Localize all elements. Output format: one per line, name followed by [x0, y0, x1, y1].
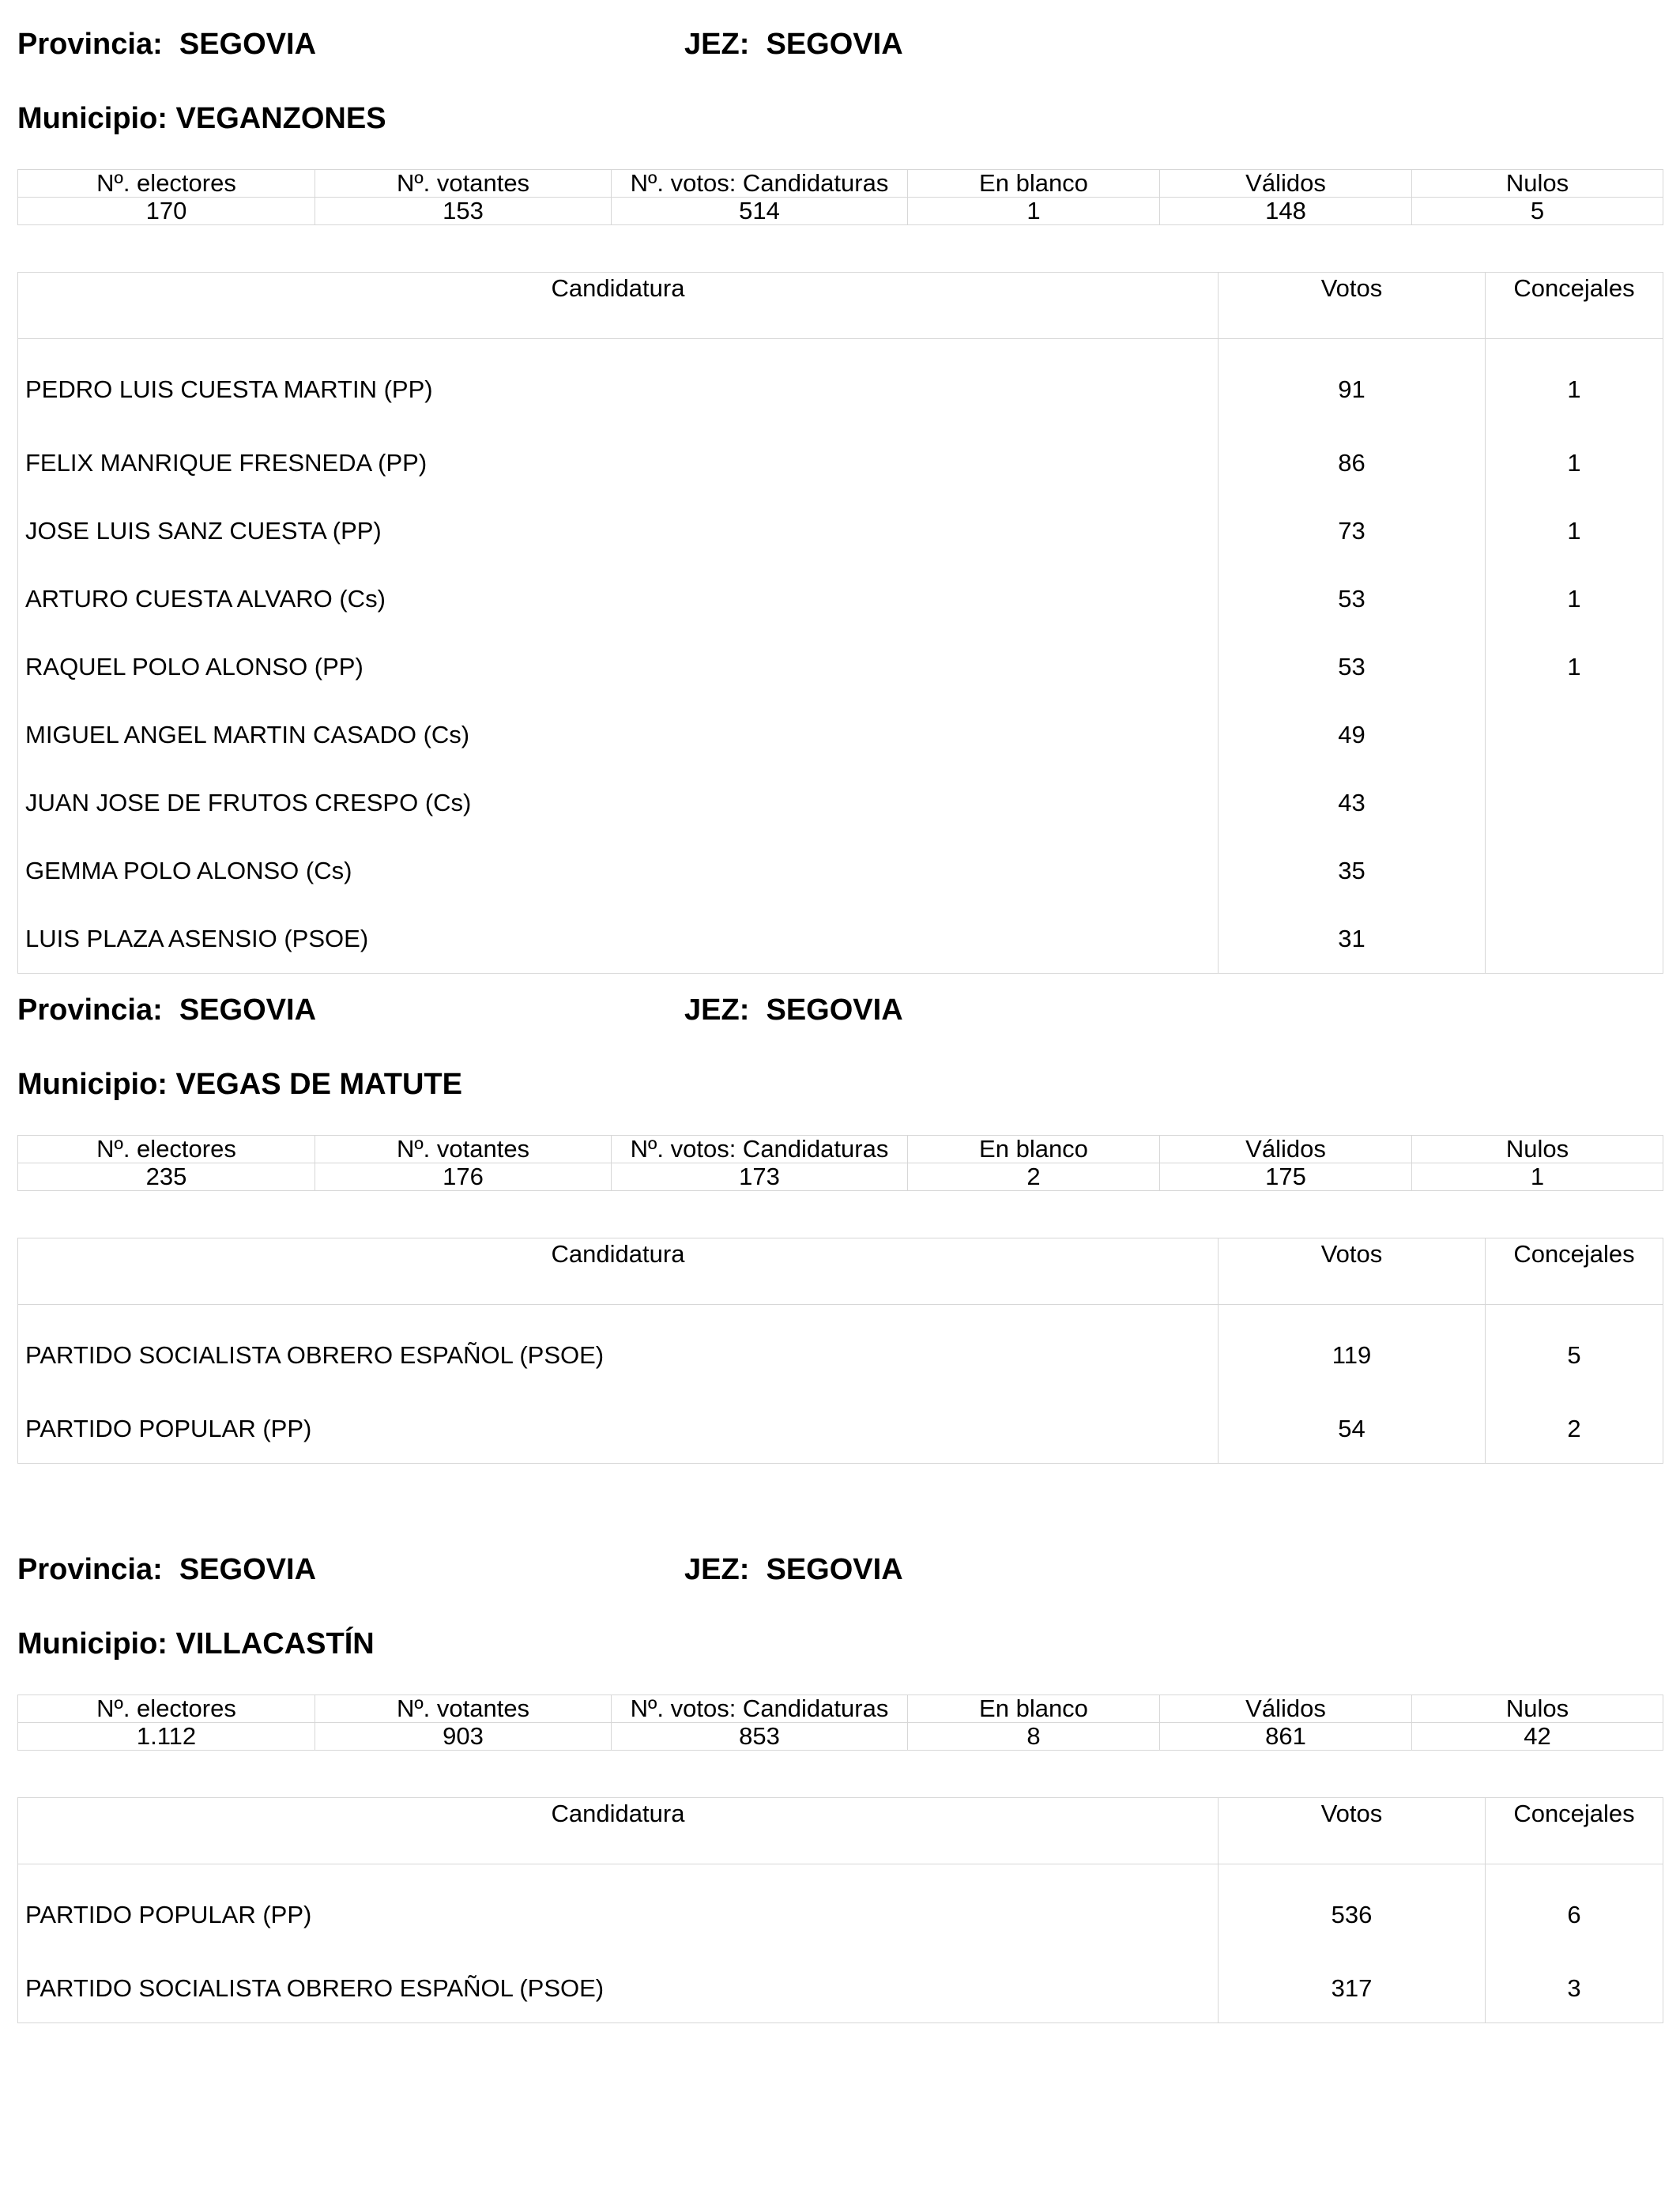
- header-nulos: Nulos: [1412, 170, 1663, 198]
- candidate-concejales: 5: [1486, 1305, 1663, 1396]
- value-votantes: 176: [315, 1163, 612, 1191]
- candidate-votos: 49: [1219, 701, 1486, 769]
- value-votos-candidaturas: 173: [612, 1163, 908, 1191]
- candidate-votos: 91: [1219, 339, 1486, 430]
- provincia-value: SEGOVIA: [179, 28, 317, 61]
- municipio-label: Municipio:: [17, 1627, 168, 1661]
- value-validos: 148: [1160, 198, 1412, 225]
- candidate-votos: 31: [1219, 905, 1486, 974]
- result-row: [18, 837, 1663, 905]
- candidate-votos: 35: [1219, 837, 1486, 905]
- summary-header-row: [18, 170, 1663, 198]
- summary-value-row: [18, 1723, 1663, 1751]
- candidate-name: JUAN JOSE DE FRUTOS CRESPO (Cs): [18, 769, 1219, 837]
- jez-label: JEZ:: [684, 993, 750, 1027]
- summary-value-row: [18, 1163, 1663, 1191]
- municipio-label: Municipio:: [17, 1068, 168, 1101]
- header-validos: Válidos: [1160, 1695, 1412, 1723]
- summary-value-row: [18, 198, 1663, 225]
- candidate-name: PARTIDO POPULAR (PP): [18, 1395, 1219, 1464]
- candidate-name: PARTIDO SOCIALISTA OBRERO ESPAÑOL (PSOE): [18, 1305, 1219, 1396]
- header-nulos: Nulos: [1412, 1695, 1663, 1723]
- value-electores: 170: [18, 198, 315, 225]
- candidate-concejales: 3: [1486, 1955, 1663, 2023]
- header-votos-candidaturas: Nº. votos: Candidaturas: [612, 170, 908, 198]
- header-candidatura: Candidatura: [18, 1798, 1219, 1864]
- summary-table: [17, 169, 1663, 225]
- candidate-name: JOSE LUIS SANZ CUESTA (PP): [18, 497, 1219, 565]
- municipio-heading: [17, 101, 386, 136]
- header-concejales: Concejales: [1486, 1798, 1663, 1864]
- result-row: [18, 565, 1663, 633]
- result-row: [18, 339, 1663, 430]
- header-candidatura: Candidatura: [18, 273, 1219, 339]
- header-concejales: Concejales: [1486, 273, 1663, 339]
- provincia-heading: [17, 1552, 316, 1587]
- candidate-votos: 536: [1219, 1864, 1486, 1955]
- results-header-row: [18, 1238, 1663, 1305]
- municipio-heading: [17, 1627, 375, 1661]
- result-row: [18, 633, 1663, 701]
- header-votos-candidaturas: Nº. votos: Candidaturas: [612, 1136, 908, 1163]
- provincia-value: SEGOVIA: [179, 993, 317, 1027]
- provincia-label: Provincia:: [17, 28, 163, 61]
- value-nulos: 42: [1412, 1723, 1663, 1751]
- candidate-votos: 43: [1219, 769, 1486, 837]
- municipio-value: VEGANZONES: [175, 102, 386, 135]
- candidate-votos: 86: [1219, 429, 1486, 497]
- header-electores: Nº. electores: [18, 1136, 315, 1163]
- candidate-votos: 53: [1219, 565, 1486, 633]
- candidate-concejales: 1: [1486, 633, 1663, 701]
- result-row: [18, 497, 1663, 565]
- value-validos: 861: [1160, 1723, 1412, 1751]
- provincia-label: Provincia:: [17, 993, 163, 1027]
- candidate-name: PARTIDO SOCIALISTA OBRERO ESPAÑOL (PSOE): [18, 1955, 1219, 2023]
- provincia-heading: [17, 27, 316, 62]
- candidate-votos: 317: [1219, 1955, 1486, 2023]
- candidate-concejales: 6: [1486, 1864, 1663, 1955]
- municipio-value: VEGAS DE MATUTE: [175, 1068, 462, 1101]
- results-header-row: [18, 273, 1663, 339]
- candidate-concejales: 2: [1486, 1395, 1663, 1464]
- summary-header-row: [18, 1136, 1663, 1163]
- result-row: [18, 1864, 1663, 1955]
- candidate-concejales: 1: [1486, 339, 1663, 430]
- provincia-heading: [17, 993, 316, 1027]
- header-nulos: Nulos: [1412, 1136, 1663, 1163]
- result-row: [18, 1305, 1663, 1396]
- municipio-label: Municipio:: [17, 102, 168, 135]
- summary-table: [17, 1695, 1663, 1751]
- candidate-concejales: 1: [1486, 565, 1663, 633]
- header-candidatura: Candidatura: [18, 1238, 1219, 1305]
- header-validos: Válidos: [1160, 170, 1412, 198]
- header-concejales: Concejales: [1486, 1238, 1663, 1305]
- provincia-label: Provincia:: [17, 1553, 163, 1586]
- header-votantes: Nº. votantes: [315, 170, 612, 198]
- candidate-name: FELIX MANRIQUE FRESNEDA (PP): [18, 429, 1219, 497]
- value-en-blanco: 1: [908, 198, 1160, 225]
- result-row: [18, 1395, 1663, 1464]
- candidate-votos: 53: [1219, 633, 1486, 701]
- candidate-votos: 54: [1219, 1395, 1486, 1464]
- municipio-value: VILLACASTÍN: [175, 1627, 375, 1661]
- header-votantes: Nº. votantes: [315, 1695, 612, 1723]
- header-en-blanco: En blanco: [908, 1136, 1160, 1163]
- results-table: [17, 1797, 1663, 2023]
- summary-table: [17, 1135, 1663, 1191]
- value-votantes: 903: [315, 1723, 612, 1751]
- value-nulos: 5: [1412, 198, 1663, 225]
- result-row: [18, 905, 1663, 974]
- candidate-concejales: 1: [1486, 497, 1663, 565]
- candidate-concejales: [1486, 701, 1663, 769]
- value-nulos: 1: [1412, 1163, 1663, 1191]
- candidate-name: MIGUEL ANGEL MARTIN CASADO (Cs): [18, 701, 1219, 769]
- header-electores: Nº. electores: [18, 170, 315, 198]
- candidate-votos: 119: [1219, 1305, 1486, 1396]
- jez-label: JEZ:: [684, 1553, 750, 1586]
- header-votos: Votos: [1219, 1798, 1486, 1864]
- header-votos: Votos: [1219, 1238, 1486, 1305]
- value-electores: 1.112: [18, 1723, 315, 1751]
- candidate-name: ARTURO CUESTA ALVARO (Cs): [18, 565, 1219, 633]
- candidate-name: PEDRO LUIS CUESTA MARTIN (PP): [18, 339, 1219, 430]
- candidate-name: LUIS PLAZA ASENSIO (PSOE): [18, 905, 1219, 974]
- jez-label: JEZ:: [684, 28, 750, 61]
- summary-header-row: [18, 1695, 1663, 1723]
- result-row: [18, 1955, 1663, 2023]
- candidate-votos: 73: [1219, 497, 1486, 565]
- results-table: [17, 1238, 1663, 1464]
- jez-heading: [684, 993, 903, 1027]
- header-electores: Nº. electores: [18, 1695, 315, 1723]
- jez-heading: [684, 1552, 903, 1587]
- municipio-heading: [17, 1067, 462, 1102]
- candidate-concejales: [1486, 837, 1663, 905]
- results-header-row: [18, 1798, 1663, 1864]
- jez-value: SEGOVIA: [766, 1553, 903, 1586]
- provincia-value: SEGOVIA: [179, 1553, 317, 1586]
- value-en-blanco: 8: [908, 1723, 1160, 1751]
- header-votantes: Nº. votantes: [315, 1136, 612, 1163]
- result-row: [18, 429, 1663, 497]
- result-row: [18, 769, 1663, 837]
- candidate-concejales: 1: [1486, 429, 1663, 497]
- candidate-name: PARTIDO POPULAR (PP): [18, 1864, 1219, 1955]
- jez-heading: [684, 27, 903, 62]
- jez-value: SEGOVIA: [766, 993, 903, 1027]
- candidate-name: GEMMA POLO ALONSO (Cs): [18, 837, 1219, 905]
- candidate-concejales: [1486, 905, 1663, 974]
- results-table: [17, 272, 1663, 974]
- candidate-name: RAQUEL POLO ALONSO (PP): [18, 633, 1219, 701]
- jez-value: SEGOVIA: [766, 28, 903, 61]
- header-en-blanco: En blanco: [908, 1695, 1160, 1723]
- result-row: [18, 701, 1663, 769]
- header-votos-candidaturas: Nº. votos: Candidaturas: [612, 1695, 908, 1723]
- value-en-blanco: 2: [908, 1163, 1160, 1191]
- value-validos: 175: [1160, 1163, 1412, 1191]
- value-votantes: 153: [315, 198, 612, 225]
- candidate-concejales: [1486, 769, 1663, 837]
- value-electores: 235: [18, 1163, 315, 1191]
- header-votos: Votos: [1219, 273, 1486, 339]
- header-validos: Válidos: [1160, 1136, 1412, 1163]
- value-votos-candidaturas: 514: [612, 198, 908, 225]
- value-votos-candidaturas: 853: [612, 1723, 908, 1751]
- header-en-blanco: En blanco: [908, 170, 1160, 198]
